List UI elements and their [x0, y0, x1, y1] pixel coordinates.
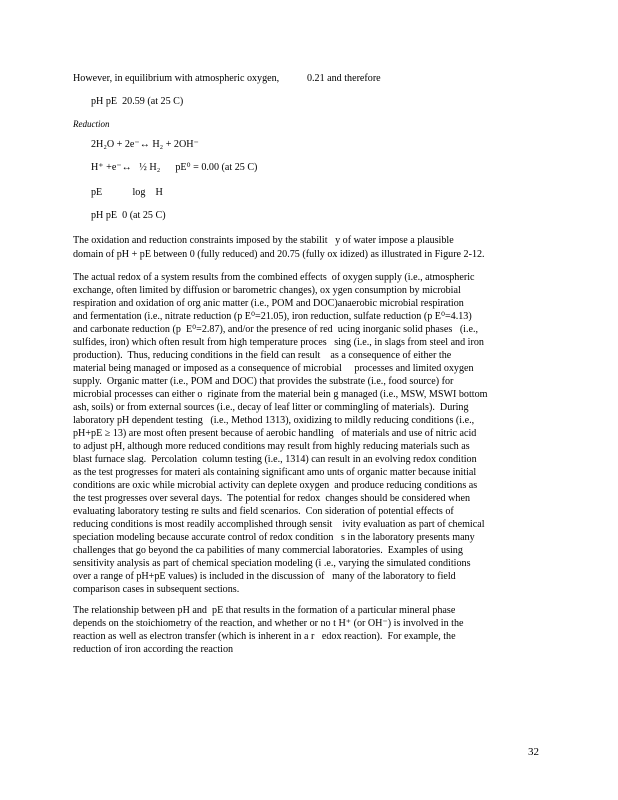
- paragraph-2-line: comparison cases in subsequent sections.: [73, 584, 240, 595]
- paragraph-2-line: sensitivity analysis as part of chemical speciation modeling (i .e., varying the simulated conditions: [73, 558, 471, 569]
- paragraph-2-line: the test progresses over several days. The potential for redox changes should be considered when: [73, 493, 470, 504]
- paragraph-2-line: and carbonate reduction (p E⁰=2.87), and/or the presence of red ucing inorganic solid phases (i.e.,: [73, 324, 479, 335]
- paragraph-1-line: domain of pH + pE between 0 (fully reduced) and 20.75 (fully ox idized) as illustrated in Figure 2‐12.: [73, 249, 485, 260]
- paragraph-2-line: supply. Organic matter (i.e., POM and DOC) that provides the substrate (i.e., food source) for: [73, 376, 454, 387]
- paragraph-2-line: to adjust pH, although more reduced conditions may result from highly reducing materials such as: [73, 441, 470, 452]
- paragraph-2-line: evaluating laboratory testing re sults and field scenarios. Con sideration of potential effects of: [73, 506, 454, 517]
- paragraph-2-line: production). Thus, reducing conditions in the field can result as a consequence of either the: [73, 350, 452, 361]
- paragraph-2-line: and fermentation (i.e., nitrate reduction (p E⁰=21.05), iron reduction, sulfate reduction (p E⁰=4.13): [73, 311, 472, 322]
- paragraph-2-line: respiration and oxidation of org anic matter (i.e., POM and DOC)anaerobic microbial respiration: [73, 298, 464, 309]
- reduction-equation-3: pE log H: [91, 187, 163, 198]
- paragraph-2-line: reducing conditions is most readily accomplished through sensit ivity evaluation as part of chemical: [73, 519, 485, 530]
- page-number: 32: [528, 746, 539, 758]
- reduction-equation-4: pH pE 0 (at 25 C): [91, 210, 166, 221]
- paragraph-2-line: pH+pE ≥ 13) are most often present because of aerobic handling of materials and use of nitric acid: [73, 428, 477, 439]
- paragraph-3-line: depends on the stoichiometry of the reaction, and whether or no t H⁺ (or OH⁻) is involved in the: [73, 618, 464, 629]
- oxidation-equation: pH pE 20.59 (at 25 C): [91, 96, 184, 107]
- paragraph-2-line: ash, soils) or from external sources (i.e., decay of leaf litter or commingling of materials). During: [73, 402, 469, 413]
- reduction-heading: Reduction: [73, 119, 110, 129]
- paragraph-2-line: laboratory pH dependent testing (i.e., Method 1313), oxidizing to mildly reducing conditions (i.e.,: [73, 415, 475, 426]
- paragraph-2-line: conditions are oxic while microbial activity can deplete oxygen and produce reducing conditions as: [73, 480, 478, 491]
- paragraph-2-line: The actual redox of a system results from the combined effects of oxygen supply (i.e., atmospheric: [73, 272, 475, 283]
- paragraph-2-line: exchange, often limited by diffusion or barometric changes), ox ygen consumption by microbial: [73, 285, 461, 296]
- paragraph-2-line: blast furnace slag. Percolation column testing (i.e., 1314) can result in an evolving redox condition: [73, 454, 477, 465]
- paragraph-3-line: reaction as well as electron transfer (which is inherent in a r edox reaction). For example, the: [73, 631, 456, 642]
- paragraph-2-line: as the test progresses for materi als containing significant amo unts of organic matter because initial: [73, 467, 477, 478]
- reduction-equation-2: H⁺ +e⁻↔ ½ H₂ pE⁰ = 0.00 (at 25 C): [91, 162, 258, 173]
- paragraph-2-line: sulfides, iron) which often result from high temperature proces sing (i.e., in slags from steel and iron: [73, 337, 484, 348]
- paragraph-2-line: challenges that go beyond the ca pabilities of many commercial laboratories. Examples of using: [73, 545, 463, 556]
- paragraph-2-line: over a range of pH+pE values) is included in the discussion of many of the laboratory to field: [73, 571, 456, 582]
- paragraph-3-line: reduction of iron according the reaction: [73, 644, 234, 655]
- reduction-equation-1: 2H₂O + 2e⁻↔ H₂ + 2OH⁻: [91, 139, 199, 150]
- paragraph-1-line: The oxidation and reduction constraints imposed by the stabilit y of water impose a plausible: [73, 235, 454, 246]
- paragraph-2-line: material being managed or imposed as a consequence of microbial processes and limited oxygen: [73, 363, 474, 374]
- intro-line: However, in equilibrium with atmospheric oxygen, 0.21 and therefore: [73, 73, 381, 84]
- paragraph-2-line: speciation modeling because accurate control of redox condition s in the laboratory presents many: [73, 532, 475, 543]
- paragraph-3-line: The relationship between pH and pE that results in the formation of a particular mineral phase: [73, 605, 456, 616]
- paragraph-2-line: microbial processes can either o riginate from the material bein g managed (i.e., MSW, MSWI bottom: [73, 389, 488, 400]
